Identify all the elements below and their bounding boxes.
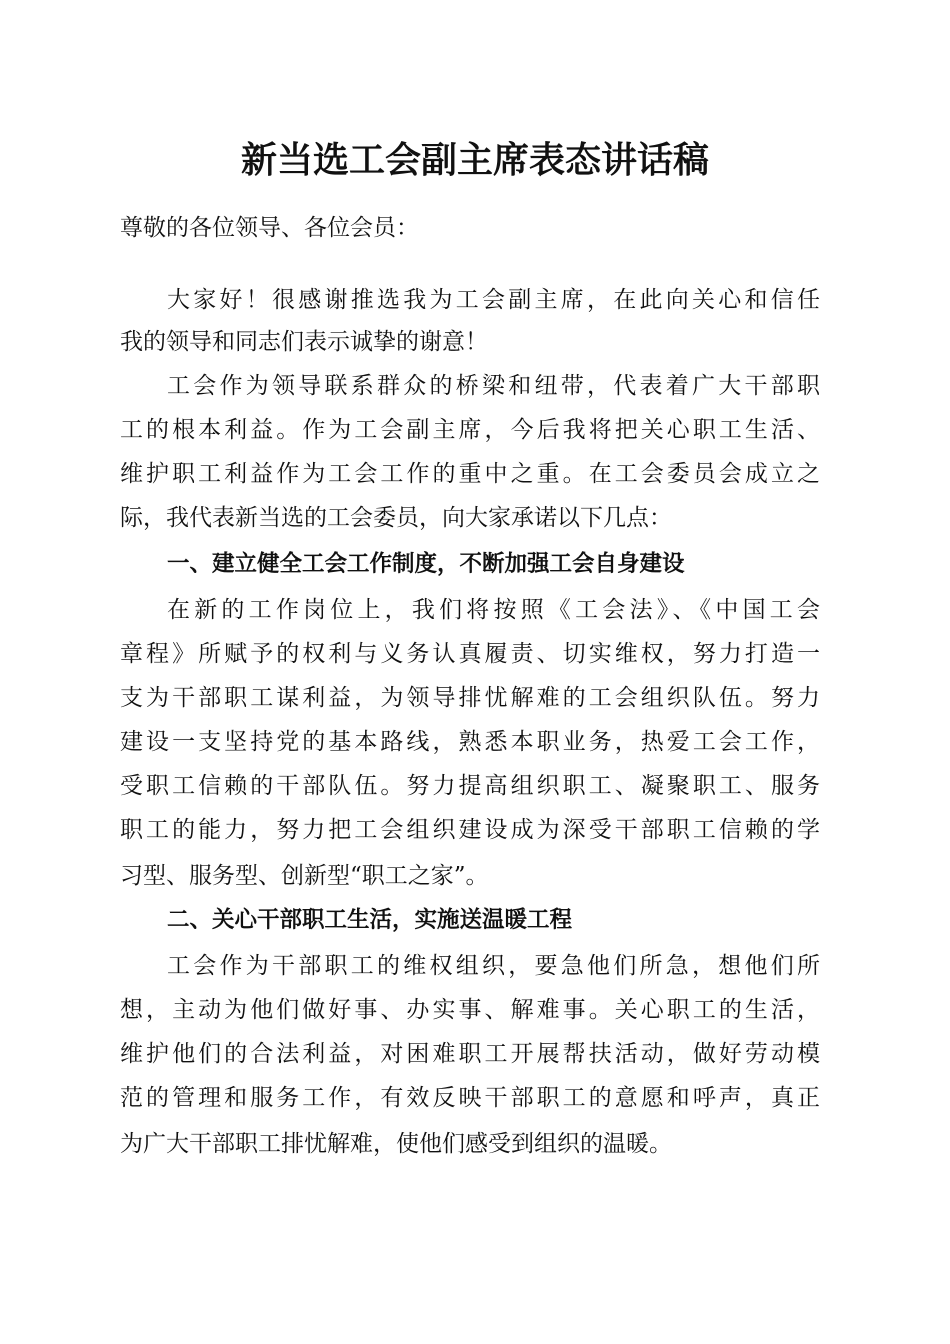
section-heading: 二、关心干部职工生活，实施送温暖工程 xyxy=(167,907,573,933)
paragraph-line: 工会作为干部职工的维权组织，要急他们所急，想他们所 xyxy=(167,953,820,979)
paragraph-line: 职工的能力，努力把工会组织建设成为深受干部职工信赖的学 xyxy=(120,817,820,843)
salutation: 尊敬的各位领导、各位会员： xyxy=(120,215,419,241)
paragraph-line: 范的管理和服务工作，有效反映干部职工的意愿和呼声，真正 xyxy=(120,1085,820,1111)
paragraph-line: 维护职工利益作为工会工作的重中之重。在工会委员会成立之 xyxy=(120,461,820,487)
paragraph-line: 在新的工作岗位上，我们将按照《工会法》、《中国工会 xyxy=(167,597,820,623)
document-title: 新当选工会副主席表态讲话稿 xyxy=(240,139,709,181)
paragraph-line: 大家好！很感谢推选我为工会副主席，在此向关心和信任 xyxy=(167,287,820,313)
paragraph-line: 建设一支坚持党的基本路线，熟悉本职业务，热爱工会工作， xyxy=(120,729,820,755)
paragraph-line: 维护他们的合法利益，对困难职工开展帮扶活动，做好劳动模 xyxy=(120,1041,820,1067)
paragraph-line: 工会作为领导联系群众的桥梁和纽带，代表着广大干部职 xyxy=(167,373,820,399)
paragraph-line: 为广大干部职工排忧解难，使他们感受到组织的温暖。 xyxy=(120,1131,672,1157)
paragraph-line: 章程》所赋予的权利与义务认真履责、切实维权，努力打造一 xyxy=(120,641,820,667)
paragraph-line: 支为干部职工谋利益，为领导排忧解难的工会组织队伍。努力 xyxy=(120,685,820,711)
paragraph-line: 习型、服务型、创新型“职工之家”。 xyxy=(120,863,489,889)
paragraph-line: 受职工信赖的干部队伍。努力提高组织职工、凝聚职工、服务 xyxy=(120,773,820,799)
paragraph-line: 想，主动为他们做好事、办实事、解难事。关心职工的生活， xyxy=(120,997,820,1023)
paragraph-line: 工的根本利益。作为工会副主席，今后我将把关心职工生活、 xyxy=(120,417,820,443)
section-heading: 一、建立健全工会工作制度，不断加强工会自身建设 xyxy=(167,551,685,577)
paragraph-line: 际，我代表新当选的工会委员，向大家承诺以下几点： xyxy=(120,505,672,531)
paragraph-line: 我的领导和同志们表示诚挚的谢意！ xyxy=(120,329,488,355)
